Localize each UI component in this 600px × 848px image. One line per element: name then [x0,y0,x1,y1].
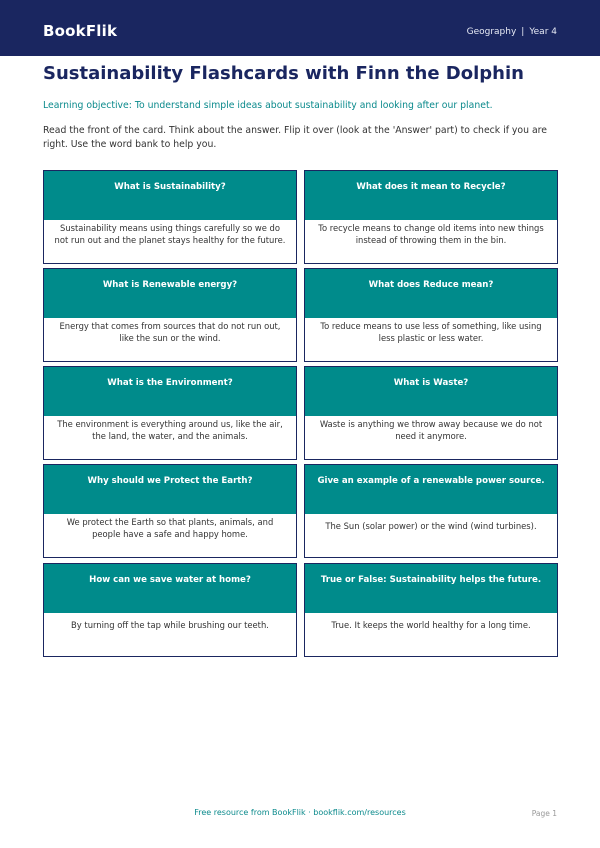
flashcard[interactable] [43,268,297,362]
brand-logo[interactable]: BookFlik [43,22,118,40]
flashcard[interactable] [43,366,297,460]
page-number: Page 1 [531,809,557,818]
card-question: What does Reduce mean? [305,269,557,318]
card-answer: The environment is everything around us, like the air, the land, the water, and the animals. [57,419,283,441]
card-answer: Sustainability means using things carefully so we do not run out and the planet stays healthy for the future. [54,223,286,245]
learning-objective: Learning objective: To understand simple ideas about sustainability and looking after our planet. [43,100,493,111]
card-answer: To reduce means to use less of something, like using less plastic or less water. [320,321,542,343]
card-answer: True. It keeps the world healthy for a long time. [331,620,531,630]
year-label: Year 4 [529,27,557,37]
page-header [0,0,600,56]
separator: | [521,27,525,37]
card-answer: Waste is anything we throw away because we do not need it anymore. [319,419,543,441]
flashcard[interactable] [304,170,558,264]
footer-resource-link[interactable]: Free resource from BookFlik · bookflik.com/resources [194,808,406,817]
page-title: Sustainability Flashcards with Finn the Dolphin [43,63,524,84]
card-answer: Energy that comes from sources that do not run out, like the sun or the wind. [59,321,281,343]
subject-year-label [467,27,557,37]
subject-label: Geography [466,27,517,37]
card-question: Why should we Protect the Earth? [44,465,296,514]
card-answer: We protect the Earth so that plants, animals, and people have a safe and happy home. [66,517,274,539]
flashcard[interactable] [43,563,297,657]
card-question: What is Renewable energy? [44,269,296,318]
flashcard[interactable] [304,563,558,657]
instructions: Read the front of the card. Think about the answer. Flip it over (look at the 'Answer' part) to check if you are right. Use the word bank to help you. [43,125,547,150]
flashcard[interactable] [43,464,297,558]
flashcard[interactable] [43,170,297,264]
card-answer: To recycle means to change old items into new things instead of throwing them in the bin. [318,223,544,245]
card-question: How can we save water at home? [44,564,296,613]
flashcard[interactable] [304,464,558,558]
card-question: True or False: Sustainability helps the future. [305,564,557,613]
flashcard[interactable] [304,366,558,460]
flashcard[interactable] [304,268,558,362]
card-question: What is Sustainability? [44,171,296,220]
card-question: What is the Environment? [44,367,296,416]
card-answer: By turning off the tap while brushing our teeth. [71,620,269,630]
card-question: Give an example of a renewable power source. [305,465,557,514]
card-question: What does it mean to Recycle? [305,171,557,220]
card-question: What is Waste? [305,367,557,416]
card-answer: The Sun (solar power) or the wind (wind turbines). [325,521,537,531]
